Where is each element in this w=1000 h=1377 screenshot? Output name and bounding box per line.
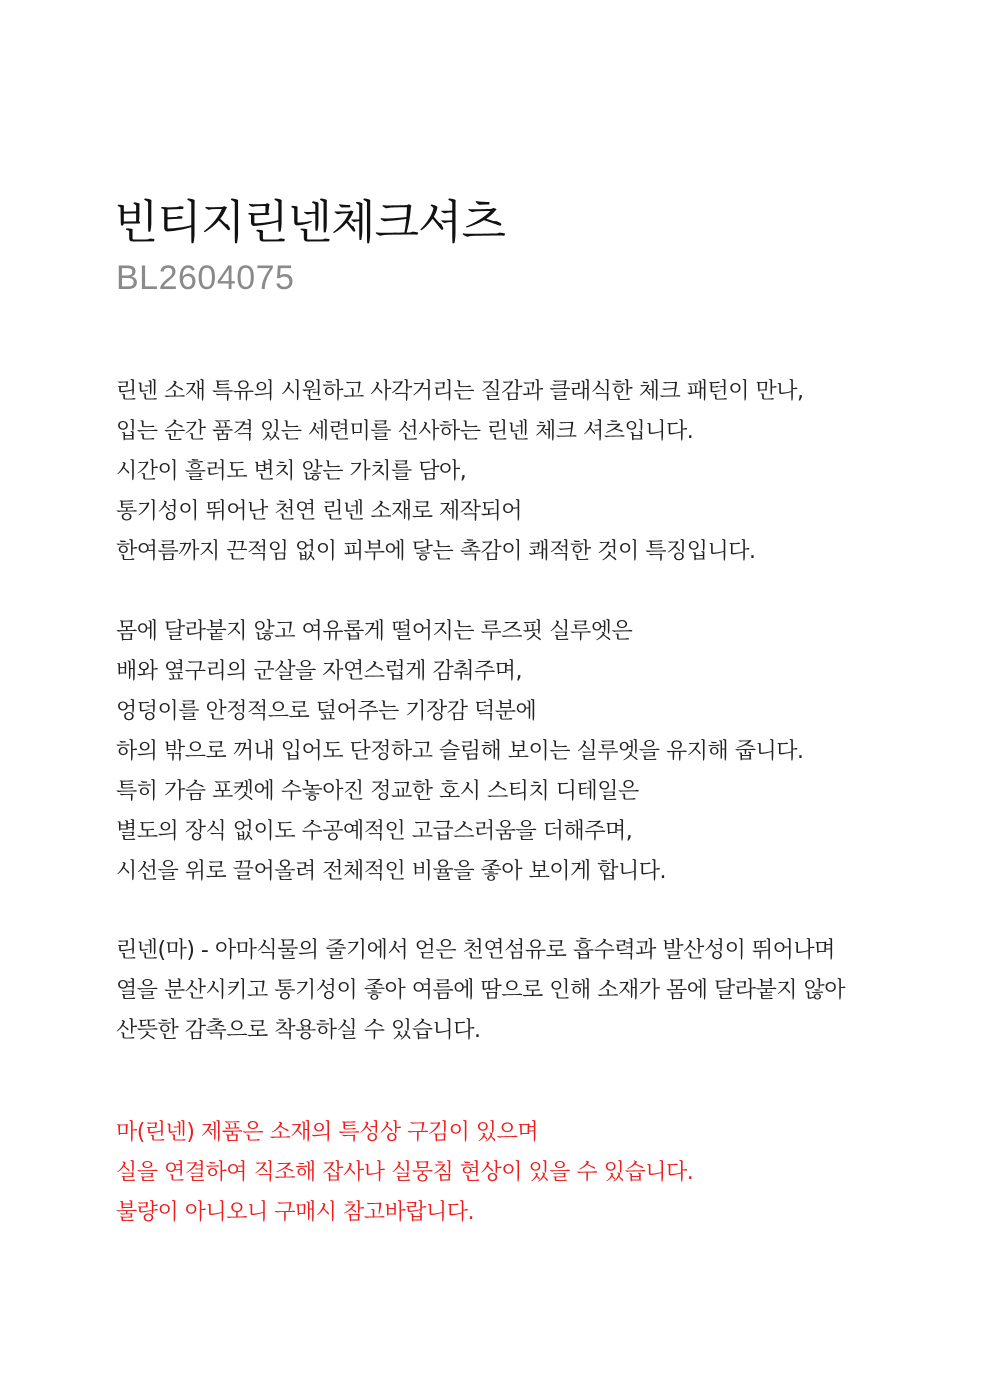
description-line: 별도의 장식 없이도 수공예적인 고급스러움을 더해주며,: [116, 819, 633, 844]
description-line: 특히 가슴 포켓에 수놓아진 정교한 호시 스티치 디테일은: [116, 779, 639, 804]
description-line: 산뜻한 감촉으로 착용하실 수 있습니다.: [116, 1018, 481, 1043]
product-code: BL2604075: [116, 259, 295, 297]
product-title: 빈티지린넨체크셔츠: [114, 195, 505, 249]
notice-line: 마(린넨) 제품은 소재의 특성상 구김이 있으며: [116, 1120, 539, 1145]
description-line: 배와 옆구리의 군살을 자연스럽게 감춰주며,: [116, 659, 523, 684]
description-line: 시선을 위로 끌어올려 전체적인 비율을 좋아 보이게 합니다.: [116, 859, 666, 884]
notice-line: 실을 연결하여 직조해 잡사나 실뭉침 현상이 있을 수 있습니다.: [116, 1160, 694, 1185]
description-line: 시간이 흘러도 변치 않는 가치를 담아,: [116, 459, 467, 484]
description-line: 통기성이 뛰어난 천연 린넨 소재로 제작되어: [116, 499, 523, 524]
description-line: 하의 밖으로 꺼내 입어도 단정하고 슬림해 보이는 실루엣을 유지해 줍니다.: [116, 739, 804, 764]
care-notice: [116, 1113, 693, 1233]
description-paragraph-texture: [116, 372, 804, 572]
description-line: 몸에 달라붙지 않고 여유롭게 떨어지는 루즈핏 실루엣은: [116, 619, 633, 644]
description-line: 엉덩이를 안정적으로 덮어주는 기장감 덕분에: [116, 699, 537, 724]
description-line: 린넨(마) - 아마식물의 줄기에서 얻은 천연섬유로 흡수력과 발산성이 뛰어나며: [116, 938, 835, 963]
description-line: 린넨 소재 특유의 시원하고 사각거리는 질감과 클래식한 체크 패턴이 만나,: [116, 379, 804, 404]
description-paragraph-fit: [116, 612, 804, 892]
description-line: 입는 순간 품격 있는 세련미를 선사하는 린넨 체크 셔츠입니다.: [116, 419, 694, 444]
notice-line: 불량이 아니오니 구매시 참고바랍니다.: [116, 1200, 475, 1225]
description-paragraph-material: [116, 931, 845, 1051]
description-line: 열을 분산시키고 통기성이 좋아 여름에 땀으로 인해 소재가 몸에 달라붙지 않아: [116, 978, 845, 1003]
description-line: 한여름까지 끈적임 없이 피부에 닿는 촉감이 쾌적한 것이 특징입니다.: [116, 539, 756, 564]
